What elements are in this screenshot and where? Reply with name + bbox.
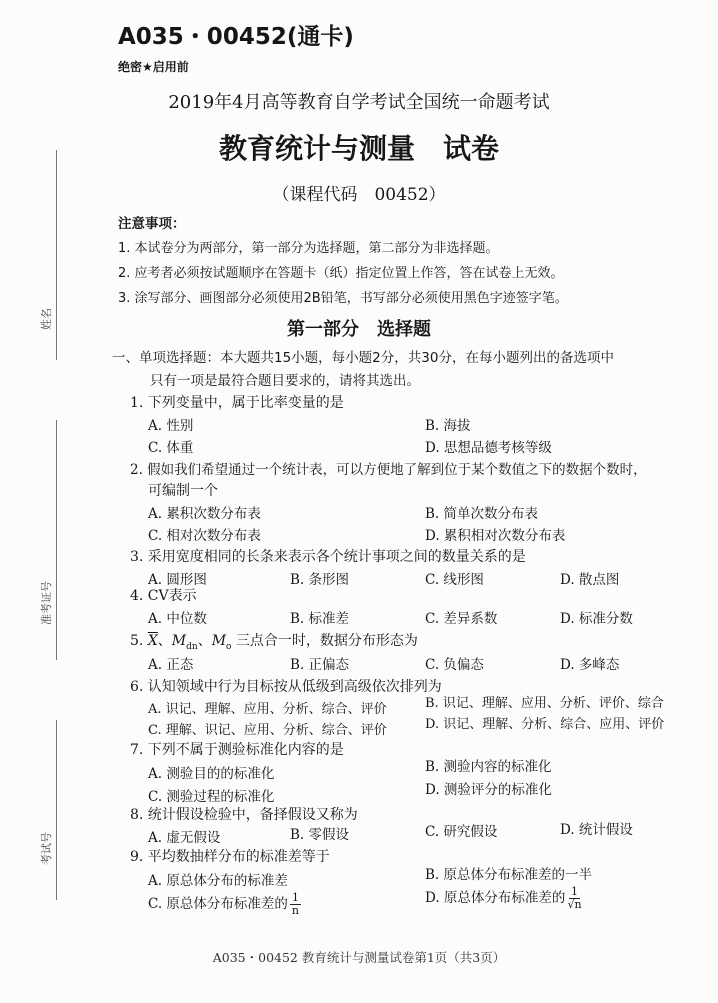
- paper-title: 教育统计与测量 试卷: [218, 132, 499, 165]
- fraction-numerator: 1: [291, 891, 299, 904]
- option: A. 性别: [148, 418, 194, 434]
- admission-line: [56, 420, 57, 660]
- fraction: [290, 892, 301, 917]
- option: B. 海拔: [425, 418, 471, 434]
- median-symbol: M: [171, 633, 187, 649]
- option: C. 负偏态: [425, 657, 484, 673]
- mode-symbol: M: [211, 633, 227, 649]
- option: B. 简单次数分布表: [425, 506, 539, 522]
- paper-code: A035・00452(通卡): [118, 24, 354, 50]
- option: B. 标准差: [290, 611, 350, 627]
- side-label-admission: 准考证号: [40, 581, 53, 625]
- option: D. 识记、理解、分析、综合、应用、评价: [425, 717, 665, 732]
- question-stem: 9. 平均数抽样分布的标准差等于: [130, 849, 330, 865]
- question-stem: 6. 认知领域中行为目标按从低级到高级依次排列为: [130, 679, 442, 695]
- question-stem: 8. 统计假设检验中，备择假设又称为: [130, 807, 358, 823]
- option: B. 条形图: [290, 572, 350, 588]
- option: D. 标准分数: [560, 611, 633, 627]
- section-instruction: 一、单项选择题：本大题共15小题，每小题2分，共30分，在每小题列出的备选项中: [112, 350, 614, 366]
- option-with-fraction: [148, 892, 301, 917]
- option: D. 多峰态: [560, 657, 620, 673]
- question-stem-cont: 可编制一个: [148, 483, 218, 499]
- question-stem: 3. 采用宽度相同的长条来表示各个统计事项之间的数量关系的是: [130, 549, 526, 565]
- secret-label: 绝密★启用前: [118, 60, 189, 74]
- option: B. 识记、理解、应用、分析、评价、综合: [425, 696, 664, 711]
- exam-title: 2019年4月高等教育自学考试全国统一命题考试: [168, 92, 550, 113]
- question-stem: 1. 下列变量中，属于比率变量的是: [130, 395, 344, 411]
- fraction-denominator: n: [291, 904, 299, 917]
- option: A. 识记、理解、应用、分析、综合、评价: [148, 702, 387, 717]
- option: C. 差异系数: [425, 611, 498, 627]
- notice-title: 注意事项：: [118, 216, 186, 232]
- fraction-numerator: 1: [570, 885, 578, 898]
- option: A. 测验目的的标准化: [148, 766, 275, 782]
- option: D. 统计假设: [560, 822, 633, 838]
- notice-item: 1. 本试卷分为两部分，第一部分为选择题，第二部分为非选择题。: [118, 241, 499, 256]
- option: B. 零假设: [290, 827, 350, 843]
- option-with-fraction: [425, 886, 582, 911]
- option: D. 测验评分的标准化: [425, 782, 552, 798]
- question-stem: 2. 假如我们希望通过一个统计表，可以方便地了解到位于某个数值之下的数据个数时，: [130, 462, 647, 478]
- option: B. 原总体分布标准差的一半: [425, 867, 593, 883]
- option: A. 正态: [148, 657, 194, 673]
- option: C. 相对次数分布表: [148, 528, 261, 544]
- option: A. 累积次数分布表: [148, 506, 261, 522]
- question-stem: 5. $\overline{X}$、$M_{dn}$、$M_o$ 三点合一时，数据分布形态为: [130, 633, 418, 652]
- notice-item: 2. 应考者必须按试题顺序在答题卡（纸）指定位置上作答，答在试卷上无效。: [118, 266, 564, 281]
- option: A. 圆形图: [148, 572, 207, 588]
- option: C. 理解、识记、应用、分析、综合、评价: [148, 723, 387, 738]
- option: A. 中位数: [148, 611, 207, 627]
- question-number: 5.: [130, 633, 144, 649]
- option: D. 累积相对次数分布表: [425, 528, 566, 544]
- notice-item: 3. 涂写部分、画图部分必须使用2B铅笔，书写部分必须使用黑色字迹签字笔。: [118, 291, 568, 306]
- fraction: [567, 886, 581, 911]
- option: B. 测验内容的标准化: [425, 759, 552, 775]
- option: C. 体重: [148, 440, 194, 456]
- option: A. 虚无假设: [148, 830, 221, 846]
- option: C. 测验过程的标准化: [148, 789, 275, 805]
- course-code: （课程代码 00452）: [272, 185, 446, 205]
- side-label-name: 姓名: [40, 308, 53, 330]
- mean-symbol: $\overline{X}$: [147, 633, 158, 649]
- fraction-denominator: √n: [567, 898, 582, 911]
- section-instruction-cont: 只有一项是最符合题目要求的，请将其选出。: [150, 373, 420, 389]
- mode-subscript: o: [226, 641, 232, 652]
- option: D. 散点图: [560, 572, 620, 588]
- question-stem-text: 三点合一时，数据分布形态为: [235, 633, 418, 649]
- question-stem: 7. 下列不属于测验标准化内容的是: [130, 742, 344, 758]
- exam-room-line: [56, 720, 57, 900]
- option: B. 正偏态: [290, 657, 350, 673]
- page-footer: A035・00452 教育统计与测量试卷第1页（共3页）: [212, 950, 506, 965]
- question-stem: 4. CV表示: [130, 588, 197, 604]
- median-subscript: dn: [186, 641, 198, 652]
- option: D. 思想品德考核等级: [425, 440, 552, 456]
- part1-title: 第一部分 选择题: [287, 319, 431, 340]
- option-text: C. 原总体分布标准差的: [148, 896, 288, 912]
- option: C. 研究假设: [425, 824, 498, 840]
- option: A. 原总体分布的标准差: [148, 873, 288, 889]
- option: C. 线形图: [425, 572, 484, 588]
- option-text: D. 原总体分布标准差的: [425, 890, 566, 906]
- side-label-exam-room: 考试号: [40, 832, 53, 865]
